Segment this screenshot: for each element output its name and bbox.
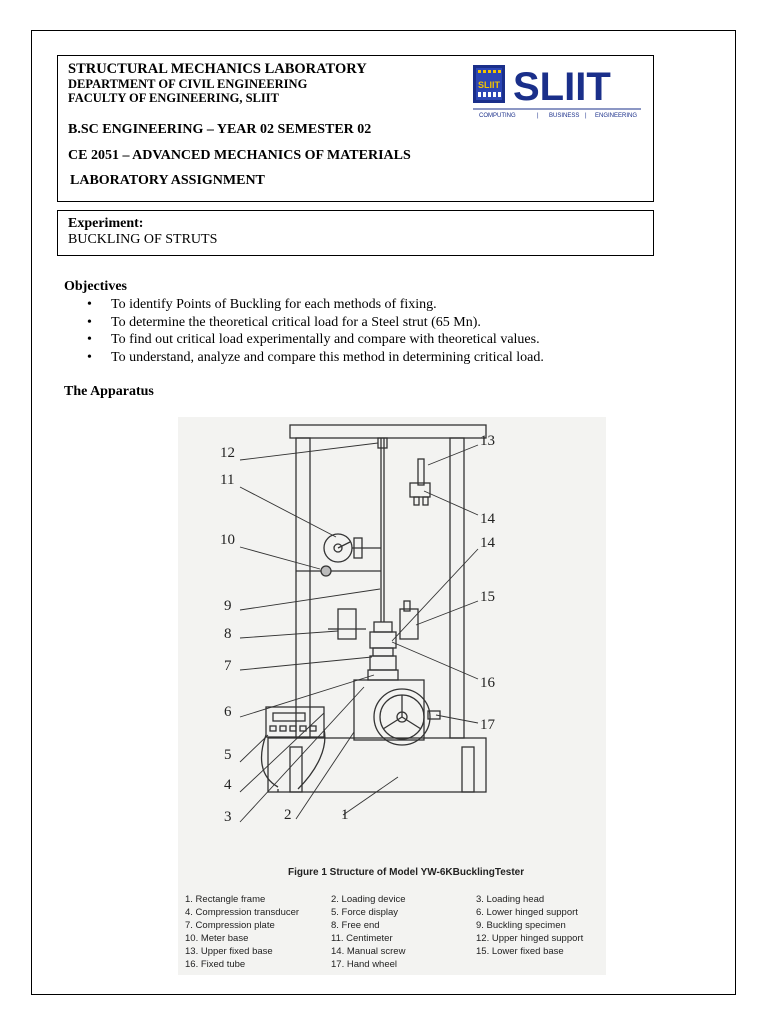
list-item: • To determine the theoretical critical load for a Steel strut (65 Mn). bbox=[87, 314, 481, 330]
callout-label: 3 bbox=[224, 809, 232, 825]
header-box bbox=[57, 55, 654, 202]
legend-item: 12. Upper hinged support bbox=[476, 933, 584, 944]
legend-item: 8. Free end bbox=[331, 920, 380, 931]
callout-label: 9 bbox=[224, 598, 232, 614]
bullet-icon: • bbox=[87, 349, 92, 365]
callout-label: 14 bbox=[480, 511, 495, 527]
list-item: • To understand, analyze and compare this method in determining critical load. bbox=[87, 349, 544, 365]
callout-label: 7 bbox=[224, 658, 232, 674]
legend-item: 15. Lower fixed base bbox=[476, 946, 564, 957]
svg-text:COMPUTING: COMPUTING bbox=[479, 113, 516, 119]
faculty-name: FACULTY OF ENGINEERING, SLIIT bbox=[68, 91, 279, 105]
callout-label: 12 bbox=[220, 445, 235, 461]
callout-label: 1 bbox=[341, 807, 349, 823]
legend-item: 4. Compression transducer bbox=[185, 907, 300, 918]
callout-label: 8 bbox=[224, 626, 232, 642]
bullet-icon: • bbox=[87, 297, 92, 312]
svg-text:|: | bbox=[585, 113, 587, 119]
callout-label: 10 bbox=[220, 532, 235, 548]
callout-label: 15 bbox=[480, 589, 495, 605]
legend-item: 10. Meter base bbox=[185, 933, 249, 944]
program-year: B.SC ENGINEERING – YEAR 02 SEMESTER 02 bbox=[68, 122, 372, 137]
assignment-title: LABORATORY ASSIGNMENT bbox=[70, 173, 265, 188]
course-title: CE 2051 – ADVANCED MECHANICS OF MATERIALS bbox=[68, 148, 411, 163]
callout-label: 4 bbox=[224, 777, 232, 793]
list-item: • To find out critical load experimentally and compare with theoretical values. bbox=[87, 332, 540, 347]
legend-item: 5. Force display bbox=[331, 907, 399, 918]
bullet-icon: • bbox=[87, 314, 92, 330]
figure-caption: Figure 1 Structure of Model YW-6KBucklingTester bbox=[288, 867, 525, 878]
legend-item: 13. Upper fixed base bbox=[185, 946, 273, 957]
svg-text:SLIIT: SLIIT bbox=[513, 65, 611, 109]
callout-label: 14 bbox=[480, 535, 495, 551]
legend-item: 14. Manual screw bbox=[331, 946, 406, 957]
callout-label: 16 bbox=[480, 675, 495, 691]
legend-item: 11. Centimeter bbox=[331, 933, 393, 944]
legend-item: 6. Lower hinged support bbox=[476, 907, 578, 918]
legend-item: 2. Loading device bbox=[331, 894, 406, 905]
callout-label: 2 bbox=[284, 807, 292, 823]
legend-item: 17. Hand wheel bbox=[331, 959, 398, 970]
bullet-icon: • bbox=[87, 332, 92, 347]
department-name: DEPARTMENT OF CIVIL ENGINEERING bbox=[68, 77, 308, 91]
experiment-name: BUCKLING OF STRUTS bbox=[68, 232, 218, 247]
apparatus-heading: The Apparatus bbox=[64, 384, 154, 399]
svg-text:BUSINESS: BUSINESS bbox=[549, 113, 580, 119]
lab-title: STRUCTURAL MECHANICS LABORATORY bbox=[68, 61, 367, 77]
legend-item: 9. Buckling specimen bbox=[476, 920, 566, 931]
callout-label: 13 bbox=[480, 433, 495, 449]
legend-item: 7. Compression plate bbox=[185, 920, 275, 931]
callout-label: 5 bbox=[224, 747, 232, 763]
callout-label: 17 bbox=[480, 717, 495, 733]
svg-text:SLIIT: SLIIT bbox=[478, 80, 500, 90]
legend-item: 16. Fixed tube bbox=[185, 959, 246, 970]
legend-item: 3. Loading head bbox=[476, 894, 545, 905]
objectives-list bbox=[64, 296, 544, 366]
callout-label: 6 bbox=[224, 704, 232, 720]
buckling-tester-diagram bbox=[178, 417, 606, 975]
experiment-box bbox=[57, 210, 654, 256]
legend-item: 1. Rectangle frame bbox=[185, 894, 266, 905]
objectives-heading: Objectives bbox=[64, 279, 127, 294]
callout-label: 11 bbox=[220, 472, 235, 488]
experiment-label: Experiment: bbox=[68, 216, 144, 231]
sliit-logo bbox=[471, 62, 643, 120]
svg-text:|: | bbox=[537, 113, 539, 119]
list-item: • To identify Points of Buckling for each methods of fixing. bbox=[87, 297, 437, 312]
svg-text:ENGINEERING: ENGINEERING bbox=[595, 113, 638, 119]
apparatus-figure bbox=[178, 417, 606, 975]
